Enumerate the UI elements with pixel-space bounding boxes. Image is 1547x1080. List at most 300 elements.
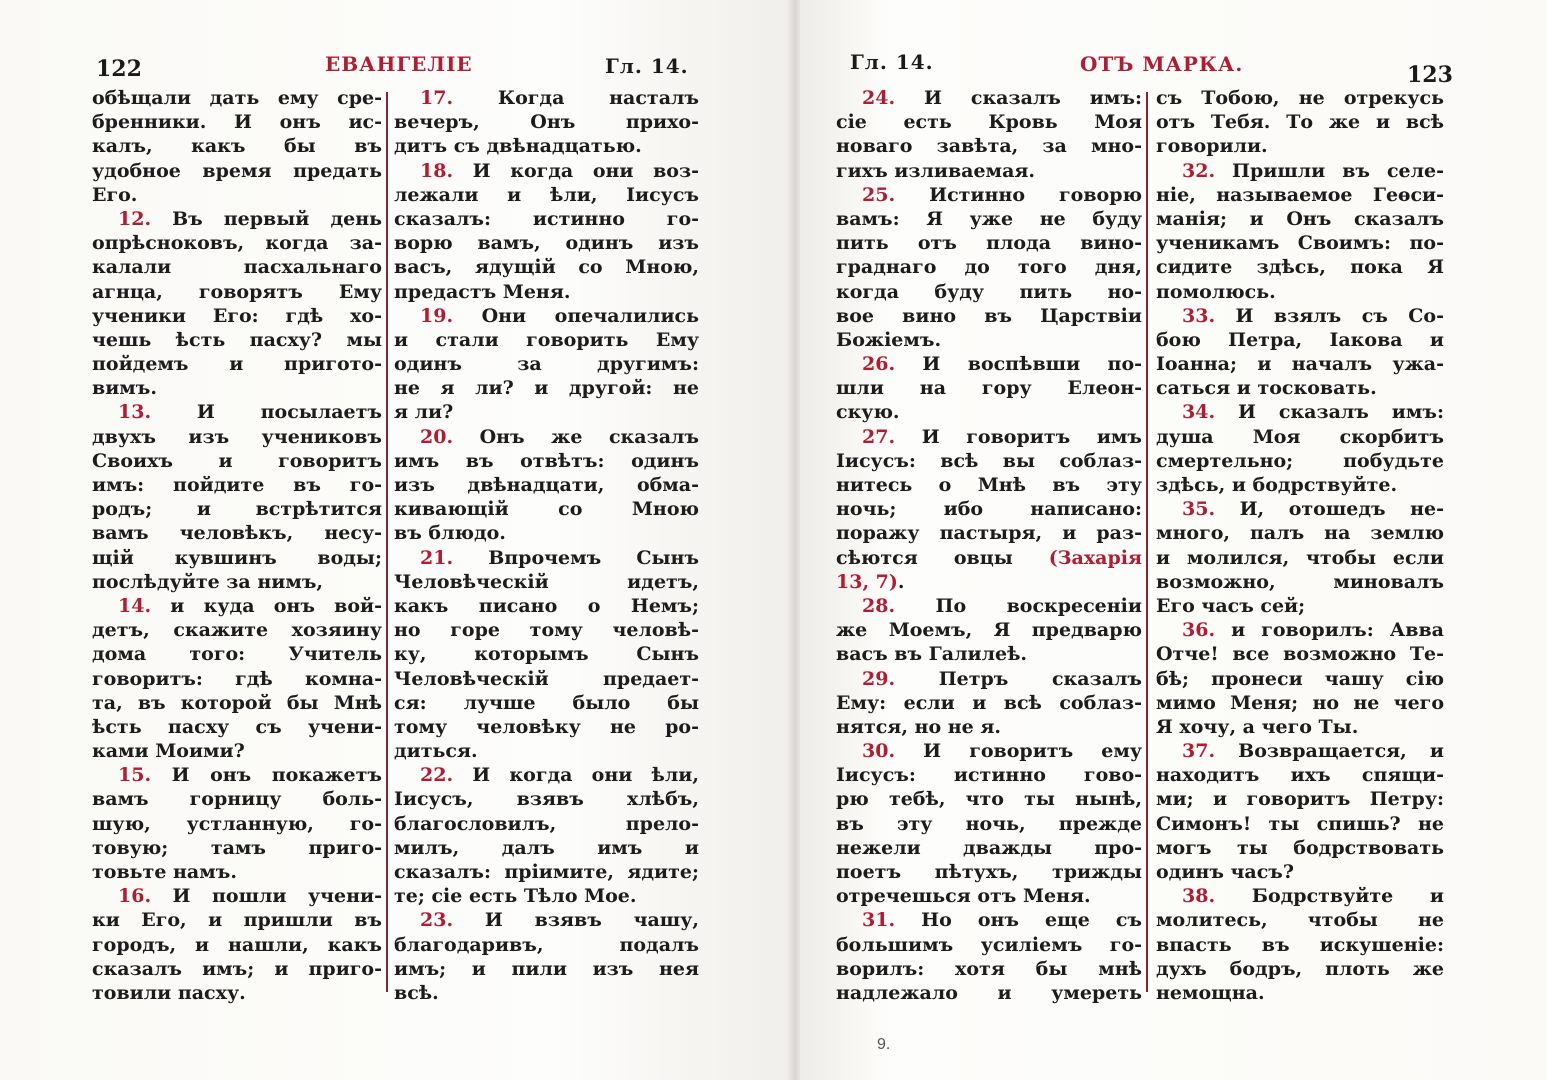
text-line xyxy=(92,957,382,981)
text-line xyxy=(394,352,699,376)
verse-text: шую, устланную, го- xyxy=(92,812,382,835)
text-line xyxy=(394,546,699,570)
text-line xyxy=(1156,110,1444,134)
verse-number: 27. xyxy=(862,425,896,448)
text-line xyxy=(836,642,1142,666)
verse-text: дома того: Учитель xyxy=(92,643,382,666)
verse-number: 35. xyxy=(1182,498,1216,521)
text-column xyxy=(1156,86,1444,1005)
text-line xyxy=(836,618,1142,642)
verse-text: сказалъ имъ; и приго- xyxy=(92,957,382,980)
verse-text: благодаривъ, подалъ xyxy=(394,933,699,956)
text-line xyxy=(836,884,1142,908)
text-line xyxy=(1156,255,1444,279)
verse-text: въ эту ночь, прежде xyxy=(836,812,1142,835)
verse-text: диться. xyxy=(394,740,478,763)
chapter-label: Гл. 14. xyxy=(605,54,689,78)
verse-number: 25. xyxy=(862,183,896,206)
text-line xyxy=(1156,497,1444,521)
verse-number: 24. xyxy=(862,87,896,109)
verse-text: рю тебѣ, что ты нынѣ, xyxy=(836,788,1142,811)
verse-text: здѣсь, и бодрствуйте. xyxy=(1156,474,1398,496)
verse-text: Они опечалились xyxy=(453,304,699,327)
verse-text: бою Петра, Іакова и xyxy=(1156,328,1444,351)
verse-text: послѣдуйте за нимъ, xyxy=(92,570,324,593)
verse-text: много, палъ на землю xyxy=(1156,522,1444,545)
verse-text: удобное время предать xyxy=(92,159,382,182)
verse-text: саться и тосковать. xyxy=(1156,377,1377,400)
text-line xyxy=(394,739,699,763)
verse-text: вамъ: Я уже не буду xyxy=(836,207,1142,230)
text-line xyxy=(394,812,699,836)
verse-text: лежали и ѣли, Іисусъ xyxy=(394,183,699,206)
verse-number: 21. xyxy=(420,546,454,569)
verse-text: поражу пастыря, и раз- xyxy=(836,522,1142,545)
text-line xyxy=(394,642,699,666)
verse-text: Когда насталъ xyxy=(453,87,699,109)
text-line xyxy=(1156,933,1444,957)
text-line xyxy=(394,328,699,352)
verse-text: находитъ ихъ спящи- xyxy=(1156,764,1444,787)
verse-text: имъ въ отвѣтъ: одинъ xyxy=(394,449,699,472)
text-column xyxy=(836,86,1142,1005)
text-line xyxy=(1156,570,1444,594)
text-line xyxy=(836,134,1142,158)
verse-text: Іисусъ, взявъ хлѣбъ, xyxy=(394,788,699,811)
verse-text: Возвращается, и xyxy=(1215,740,1444,763)
verse-text: Онъ же сказалъ xyxy=(453,425,699,448)
verse-text: та, въ которой бы Мнѣ xyxy=(92,691,382,714)
text-line xyxy=(92,521,382,545)
text-line xyxy=(92,642,382,666)
verse-text: Симонъ! ты спишь? не xyxy=(1156,812,1444,835)
verse-text: Пришли въ селе- xyxy=(1215,159,1444,182)
text-line xyxy=(836,981,1142,1005)
verse-text: гихъ изливаемая. xyxy=(836,159,1036,182)
verse-text: изъ двѣнадцати, обма- xyxy=(394,474,699,496)
text-line xyxy=(92,134,382,158)
verse-text: Своихъ и говоритъ xyxy=(92,449,382,472)
text-line xyxy=(1156,715,1444,739)
text-line xyxy=(1156,328,1444,352)
verse-text: благословилъ, прело- xyxy=(394,812,699,835)
verse-text: И когда они ѣли, xyxy=(453,764,699,787)
verse-text: И, отошедъ не- xyxy=(1215,498,1444,521)
verse-text: Бодрствуйте и xyxy=(1215,885,1444,908)
text-line xyxy=(1156,812,1444,836)
text-line xyxy=(1156,787,1444,811)
verse-text: товили пасху. xyxy=(92,981,246,1004)
text-line xyxy=(92,667,382,691)
text-line xyxy=(836,425,1142,449)
verse-number: 14. xyxy=(118,594,152,617)
running-title: ЕВАНГЕЛІЕ xyxy=(325,52,473,76)
verse-text: ся: лучше было бы xyxy=(394,691,699,714)
text-line xyxy=(92,400,382,424)
text-line xyxy=(1156,836,1444,860)
text-line xyxy=(92,570,382,594)
verse-text: Человѣческій предает- xyxy=(394,667,699,690)
text-line xyxy=(92,231,382,255)
text-line xyxy=(394,763,699,787)
text-line xyxy=(92,497,382,521)
verse-text: вамъ человѣкъ, несу- xyxy=(92,522,382,545)
verse-number: 19. xyxy=(420,304,454,327)
text-line xyxy=(394,400,699,424)
text-line xyxy=(1156,134,1444,158)
text-line xyxy=(394,231,699,255)
verse-text: манія; и Онъ сказалъ xyxy=(1156,207,1444,230)
verse-text: ки Его, и пришли въ xyxy=(92,909,382,932)
verse-text: бѣ; пронеси чашу сію xyxy=(1156,667,1444,690)
verse-text: не я ли? и другой: не xyxy=(394,377,699,400)
text-line xyxy=(836,352,1142,376)
text-line xyxy=(1156,86,1444,110)
verse-number: 38. xyxy=(1182,885,1216,908)
verse-text: И пошли учени- xyxy=(151,885,382,908)
verse-text: и молился, чтобы если xyxy=(1156,546,1444,569)
verse-text: новаго завѣта, за мно- xyxy=(836,135,1142,158)
verse-text: съ Тобою, не отрекусь xyxy=(1156,87,1444,109)
text-line xyxy=(92,836,382,860)
column-rule xyxy=(1146,92,1148,992)
verse-text: ками Моими? xyxy=(92,740,245,763)
verse-text: вимъ. xyxy=(92,377,157,400)
text-line xyxy=(1156,957,1444,981)
verse-text: Въ первый день xyxy=(151,207,382,230)
text-line xyxy=(1156,594,1444,618)
text-line xyxy=(836,231,1142,255)
text-line xyxy=(836,546,1142,570)
verse-text: калъ, какъ бы въ xyxy=(92,135,382,158)
verse-text: духъ бодръ, плоть же xyxy=(1156,957,1444,980)
verse-number: 32. xyxy=(1182,159,1216,182)
verse-text: отречешься отъ Меня. xyxy=(836,885,1091,908)
verse-text: ученикамъ Своимъ: по- xyxy=(1156,232,1444,255)
text-line xyxy=(92,884,382,908)
verse-text: И взявъ чашу, xyxy=(453,909,699,932)
text-line xyxy=(92,110,382,134)
scripture-reference: (Захарія xyxy=(1012,546,1142,569)
text-line xyxy=(92,449,382,473)
verse-text: молитесь, чтобы не xyxy=(1156,909,1444,932)
text-line xyxy=(394,183,699,207)
verse-text: смертельно; побудьте xyxy=(1156,449,1444,472)
verse-text: но горе тому человѣ- xyxy=(394,619,699,642)
text-line xyxy=(1156,425,1444,449)
verse-text: говоритъ: гдѣ комна- xyxy=(92,667,382,690)
verse-text: и стали говорить Ему xyxy=(394,328,699,351)
scripture-reference: 13, 7) xyxy=(836,570,898,593)
verse-text: Петръ сказалъ xyxy=(895,667,1142,690)
text-line xyxy=(836,667,1142,691)
verse-text: нежели дважды про- xyxy=(836,836,1142,859)
verse-text: двухъ изъ учениковъ xyxy=(92,425,382,448)
text-line xyxy=(394,134,699,158)
text-line xyxy=(394,787,699,811)
chapter-label: Гл. 14. xyxy=(850,50,934,74)
text-line xyxy=(1156,159,1444,183)
text-line xyxy=(1156,521,1444,545)
text-line xyxy=(836,376,1142,400)
verse-text: я ли? xyxy=(394,401,454,424)
text-line xyxy=(92,739,382,763)
text-line xyxy=(92,908,382,932)
text-line xyxy=(836,497,1142,521)
text-line xyxy=(92,763,382,787)
text-line xyxy=(836,860,1142,884)
text-line xyxy=(1156,280,1444,304)
verse-text: Но онъ еще съ xyxy=(895,909,1142,932)
text-line xyxy=(394,618,699,642)
verse-text: сидите здѣсь, пока Я xyxy=(1156,256,1444,279)
running-title: ОТЪ МАРКА. xyxy=(1080,52,1244,76)
text-line xyxy=(1156,376,1444,400)
verse-text: впасть въ искушеніе: xyxy=(1156,933,1444,956)
text-line xyxy=(836,763,1142,787)
verse-text: Отче! все возможно Те- xyxy=(1156,643,1444,666)
text-line xyxy=(836,328,1142,352)
text-line xyxy=(1156,642,1444,666)
text-line xyxy=(1156,884,1444,908)
verse-number: 31. xyxy=(862,909,896,932)
verse-text: васъ, ядущій со Мною, xyxy=(394,256,699,279)
verse-number: 13. xyxy=(118,401,152,424)
text-line xyxy=(836,183,1142,207)
text-line xyxy=(836,207,1142,231)
text-line xyxy=(1156,908,1444,932)
text-line xyxy=(92,159,382,183)
text-column xyxy=(394,86,699,1005)
text-line xyxy=(92,425,382,449)
text-line xyxy=(394,376,699,400)
text-line xyxy=(92,546,382,570)
verse-text: сіе есть Кровь Моя xyxy=(836,111,1142,134)
text-line xyxy=(394,667,699,691)
text-line xyxy=(394,836,699,860)
verse-text: те; сіе есть Тѣло Мое. xyxy=(394,885,637,908)
text-line xyxy=(836,473,1142,497)
verse-text: шли на гору Елеон- xyxy=(836,377,1142,400)
text-line xyxy=(92,933,382,957)
verse-text: сѣются овцы xyxy=(836,546,1013,569)
column-rule xyxy=(386,92,388,992)
verse-text: По воскресеніи xyxy=(895,594,1142,617)
text-line xyxy=(394,521,699,545)
text-line xyxy=(92,86,382,110)
text-line xyxy=(92,787,382,811)
text-line xyxy=(394,207,699,231)
text-line xyxy=(394,280,699,304)
verse-text: И воспѣвши по- xyxy=(895,353,1142,376)
verse-text: вамъ горницу боль- xyxy=(92,788,382,811)
text-line xyxy=(92,715,382,739)
text-line xyxy=(1156,231,1444,255)
verse-text: Іисусъ: истинно гово- xyxy=(836,764,1142,787)
text-line xyxy=(836,159,1142,183)
text-line xyxy=(1156,546,1444,570)
verse-text: щій кувшинъ воды; xyxy=(92,546,382,569)
text-line xyxy=(1156,667,1444,691)
text-line xyxy=(394,957,699,981)
text-line xyxy=(394,860,699,884)
verse-text: Истинно говорю xyxy=(895,183,1142,206)
verse-text: нятся, но не я. xyxy=(836,715,1002,738)
verse-number: 17. xyxy=(420,87,454,109)
text-line xyxy=(836,787,1142,811)
verse-text: И говоритъ ему xyxy=(895,740,1142,763)
verse-text: Іоанна; и началъ ужа- xyxy=(1156,353,1444,376)
text-line xyxy=(394,497,699,521)
text-line xyxy=(1156,860,1444,884)
verse-number: 16. xyxy=(118,885,152,908)
verse-text: милъ, далъ имъ и xyxy=(394,836,699,859)
text-line xyxy=(836,110,1142,134)
verse-text: дитъ съ двѣнадцатью. xyxy=(394,135,642,158)
text-line xyxy=(92,860,382,884)
verse-text: И онъ покажетъ xyxy=(151,764,382,787)
text-line xyxy=(394,691,699,715)
verse-text: родъ; и встрѣтится xyxy=(92,498,382,521)
text-line xyxy=(394,110,699,134)
verse-text: обѣщали дать ему сре- xyxy=(92,87,382,109)
verse-text: калали пасхальнаго xyxy=(92,256,382,279)
verse-text: ніе, называемое Геѳси- xyxy=(1156,183,1444,206)
verse-text: и говорилъ: Авва xyxy=(1215,619,1444,642)
text-line xyxy=(394,570,699,594)
verse-number: 37. xyxy=(1182,740,1216,763)
verse-text: помолюсь. xyxy=(1156,280,1276,303)
text-line xyxy=(1156,449,1444,473)
text-line xyxy=(394,86,699,110)
verse-text: пойдемъ и пригото- xyxy=(92,353,382,376)
verse-number: 28. xyxy=(862,594,896,617)
verse-text: могъ ты бодрствовать xyxy=(1156,836,1444,859)
text-line xyxy=(1156,739,1444,763)
verse-text: надлежало и умереть xyxy=(836,981,1142,1004)
verse-text: васъ въ Галилеѣ. xyxy=(836,643,1028,666)
verse-text: тому человѣку не ро- xyxy=(394,715,699,738)
verse-text: когда буду пить но- xyxy=(836,280,1142,303)
verse-number: 22. xyxy=(420,764,454,787)
text-line xyxy=(836,280,1142,304)
verse-text: ѣсть пасху съ учени- xyxy=(92,715,382,738)
text-line xyxy=(1156,618,1444,642)
text-line xyxy=(836,836,1142,860)
text-line xyxy=(92,328,382,352)
text-line xyxy=(1156,183,1444,207)
verse-number: 23. xyxy=(420,909,454,932)
verse-text: въ блюдо. xyxy=(394,522,506,545)
verse-text: говорили. xyxy=(1156,135,1268,158)
text-line xyxy=(836,400,1142,424)
verse-text: вечеръ, Онъ прихо- xyxy=(394,111,699,134)
text-line xyxy=(394,715,699,739)
text-line xyxy=(92,304,382,328)
text-line xyxy=(394,425,699,449)
verse-text: Его часъ сей; xyxy=(1156,594,1306,617)
text-line xyxy=(394,908,699,932)
text-line xyxy=(92,981,382,1005)
verse-number: 36. xyxy=(1182,619,1216,642)
page-number: 123 xyxy=(1407,62,1453,88)
text-line xyxy=(1156,691,1444,715)
text-line xyxy=(92,473,382,497)
text-line xyxy=(92,691,382,715)
verse-text: Я хочу, а чего Ты. xyxy=(1156,715,1359,738)
text-line xyxy=(92,594,382,618)
verse-number: 18. xyxy=(420,159,454,182)
text-line xyxy=(1156,352,1444,376)
verse-text: Божіемъ. xyxy=(836,328,942,351)
text-line xyxy=(92,255,382,279)
text-line xyxy=(92,618,382,642)
verse-text: предастъ Меня. xyxy=(394,280,571,303)
verse-text: и куда онъ вой- xyxy=(151,594,382,617)
verse-text: же Моемъ, Я предварю xyxy=(836,619,1142,642)
text-line xyxy=(92,183,382,207)
footer-mark: 9. xyxy=(877,1036,891,1053)
text-line xyxy=(92,376,382,400)
verse-text: И сказалъ имъ: xyxy=(895,87,1142,109)
text-line xyxy=(394,304,699,328)
text-line xyxy=(836,304,1142,328)
page-number: 122 xyxy=(96,56,142,82)
text-line xyxy=(836,521,1142,545)
verse-text: всѣ. xyxy=(394,981,439,1004)
verse-text: И когда они воз- xyxy=(453,159,699,182)
verse-text: пить отъ плода вино- xyxy=(836,232,1142,255)
text-line xyxy=(836,908,1142,932)
verse-text: агнца, говорятъ Ему xyxy=(92,280,382,303)
text-line xyxy=(92,207,382,231)
verse-text: ку, которымъ Сынъ xyxy=(394,643,699,666)
verse-text: городъ, и нашли, какъ xyxy=(92,933,382,956)
text-line xyxy=(394,473,699,497)
verse-text: Впрочемъ Сынъ xyxy=(453,546,699,569)
text-column xyxy=(92,86,382,1005)
text-line xyxy=(836,715,1142,739)
verse-text: . xyxy=(897,570,905,593)
text-line xyxy=(1156,400,1444,424)
verse-text: возможно, миновалъ xyxy=(1156,570,1444,593)
verse-text: душа Моя скорбитъ xyxy=(1156,425,1444,448)
verse-number: 12. xyxy=(118,207,152,230)
text-line xyxy=(394,933,699,957)
verse-number: 34. xyxy=(1182,401,1216,424)
verse-text: имъ: пойдите въ го- xyxy=(92,474,382,496)
verse-text: граднаго до того дня, xyxy=(836,256,1142,279)
verse-number: 20. xyxy=(420,425,454,448)
text-line xyxy=(394,594,699,618)
text-line xyxy=(394,159,699,183)
text-line xyxy=(1156,207,1444,231)
verse-text: бренники. И онъ ис- xyxy=(92,111,382,134)
verse-text: сказалъ: пріимите, ядите; xyxy=(394,861,699,883)
verse-text: отъ Тебя. То же и всѣ xyxy=(1156,111,1444,134)
verse-text: детъ, скажите хозяину xyxy=(92,619,382,642)
text-line xyxy=(1156,473,1444,497)
verse-number: 33. xyxy=(1182,304,1216,327)
verse-text: ми; и говоритъ Петру: xyxy=(1156,788,1444,811)
text-line xyxy=(836,957,1142,981)
verse-text: Ему: если и всѣ соблаз- xyxy=(836,691,1142,714)
verse-text: поетъ пѣтухъ, трижды xyxy=(836,861,1142,883)
text-line xyxy=(92,812,382,836)
verse-text: кивающій со Мною xyxy=(394,498,699,521)
verse-text: Іисусъ: всѣ вы соблаз- xyxy=(836,449,1142,472)
verse-text: нитесь о Мнѣ въ эту xyxy=(836,474,1142,496)
